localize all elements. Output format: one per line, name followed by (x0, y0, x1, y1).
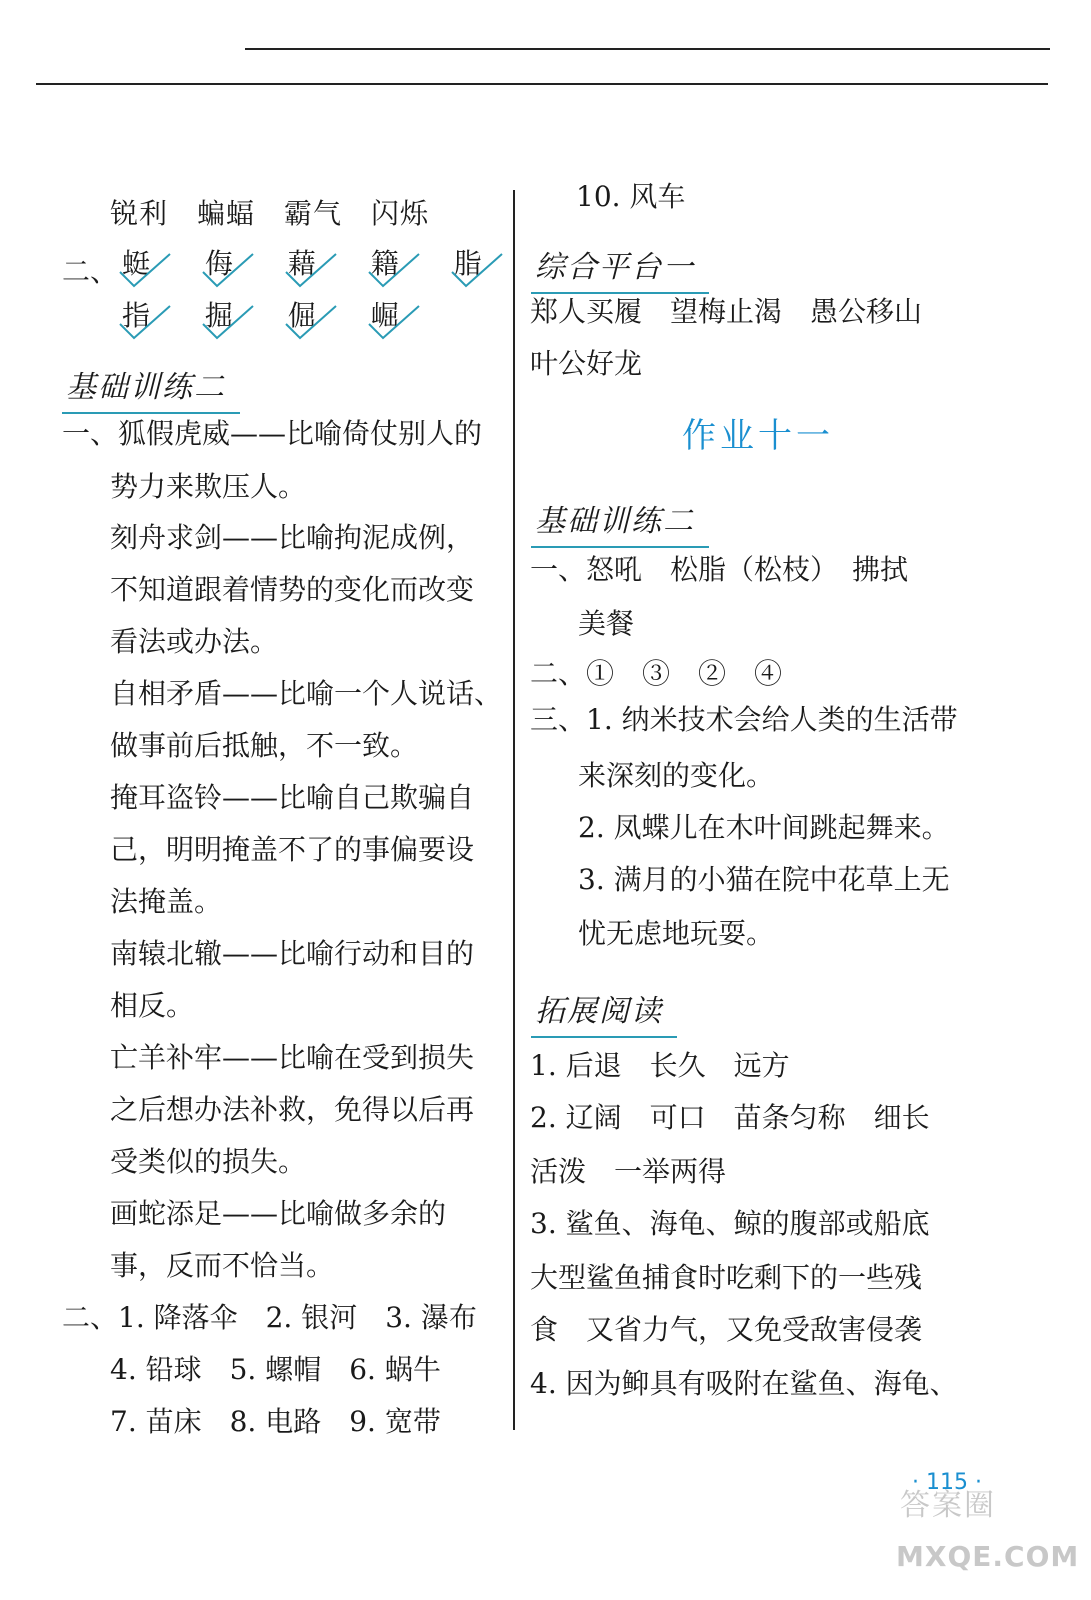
left-item: 亡羊补牢——比喻在受到损失 (110, 1041, 475, 1074)
char-item: 崛 (361, 298, 435, 346)
reading-line: 1. 后退 长久 远方 (530, 1049, 790, 1082)
char-item: 蜓 (112, 246, 186, 294)
reading-line: 4. 因为䲟具有吸附在鲨鱼、海龟、 (530, 1367, 958, 1400)
left-item: 7. 苗床 8. 电路 9. 宽带 (110, 1405, 441, 1438)
page-title: 作业十一 (682, 416, 834, 456)
right-item: 一、怒吼 松脂（松枝） 拂拭 (530, 553, 909, 586)
left-item: 相反。 (110, 989, 195, 1022)
check-mark-icon (112, 246, 186, 294)
heading-underline (531, 1036, 677, 1038)
reading-line: 食 又省力气，又免受敌害侵袭 (530, 1313, 923, 1346)
left-q2-prefix: 二、 (62, 255, 119, 288)
left-item: 自相矛盾——比喻一个人说话、 (110, 677, 503, 710)
check-mark-icon (278, 298, 352, 346)
right-item: 3. 满月的小猫在院中花草上无 (578, 863, 950, 896)
right-item: 二、① ③ ② ④ (530, 657, 783, 690)
left-item: 做事前后抵触，不一致。 (110, 729, 419, 762)
section-heading: 基础训练二 (66, 362, 226, 406)
char-row-1 (112, 246, 518, 299)
right-item: 2. 凤蝶儿在木叶间跳起舞来。 (578, 811, 950, 844)
left-line-1: 锐利 蝙蝠 霸气 闪烁 (110, 197, 430, 230)
top-rule-short (245, 48, 1050, 50)
left-item: 二、1. 降落伞 2. 银河 3. 瀑布 (62, 1301, 477, 1334)
char-row-2 (112, 298, 435, 351)
page-number: · 115 · (912, 1470, 982, 1495)
right-line: 郑人买履 望梅止渴 愚公移山 (530, 295, 923, 328)
left-item: 法掩盖。 (110, 885, 223, 918)
reading-line: 大型鲨鱼捕食时吃剩下的一些残 (530, 1261, 923, 1294)
char-item: 指 (112, 298, 186, 346)
section-heading: 拓展阅读 (535, 986, 663, 1030)
left-item: 刻舟求剑——比喻拘泥成例， (110, 521, 475, 554)
left-item: 受类似的损失。 (110, 1145, 307, 1178)
watermark-url: MXQE.COM (896, 1540, 1080, 1573)
left-item: 看法或办法。 (110, 625, 279, 658)
char-item: 倔 (278, 298, 352, 346)
reading-line: 2. 辽阔 可口 苗条匀称 细长 (530, 1101, 930, 1134)
char-item: 藉 (278, 246, 352, 294)
left-item: 事，反而不恰当。 (110, 1249, 335, 1282)
check-mark-icon (361, 246, 435, 294)
reading-line: 3. 鲨鱼、海龟、鲸的腹部或船底 (530, 1207, 930, 1240)
left-item: 势力来欺压人。 (110, 470, 307, 503)
char-item: 掘 (195, 298, 269, 346)
left-item: 不知道跟着情势的变化而改变 (110, 573, 475, 606)
right-item: 来深刻的变化。 (578, 759, 775, 792)
reading-line: 活泼 一举两得 (530, 1155, 727, 1188)
right-item: 美餐 (578, 607, 635, 640)
heading-underline (531, 546, 709, 548)
char-item: 脂 (444, 246, 518, 294)
right-line: 叶公好龙 (530, 347, 643, 380)
check-mark-icon (195, 298, 269, 346)
check-mark-icon (112, 298, 186, 346)
section-heading: 综合平台一 (535, 242, 695, 286)
right-item: 三、1. 纳米技术会给人类的生活带 (530, 703, 958, 736)
char-item: 侮 (195, 246, 269, 294)
left-item: 己，明明掩盖不了的事偏要设 (110, 833, 475, 866)
left-item: 掩耳盗铃——比喻自己欺骗自 (110, 781, 475, 814)
check-mark-icon (361, 298, 435, 346)
left-item: 南辕北辙——比喻行动和目的 (110, 937, 475, 970)
char-item: 籍 (361, 246, 435, 294)
check-mark-icon (195, 246, 269, 294)
left-item: 画蛇添足——比喻做多余的 (110, 1197, 447, 1230)
heading-underline (62, 412, 240, 414)
check-mark-icon (444, 246, 518, 294)
check-mark-icon (278, 246, 352, 294)
left-item: 4. 铅球 5. 螺帽 6. 蜗牛 (110, 1353, 441, 1386)
left-item: 之后想办法补救，免得以后再 (110, 1093, 475, 1126)
left-item: 一、狐假虎威——比喻倚仗别人的 (62, 417, 483, 450)
section-heading: 基础训练二 (535, 496, 695, 540)
top-rule-long (36, 83, 1048, 85)
column-divider (513, 190, 515, 1430)
heading-underline (531, 292, 709, 294)
right-line-0: 10. 风车 (576, 180, 686, 213)
right-item: 忧无虑地玩耍。 (578, 917, 775, 950)
watermark-logo: 答案圈 (900, 1488, 996, 1523)
